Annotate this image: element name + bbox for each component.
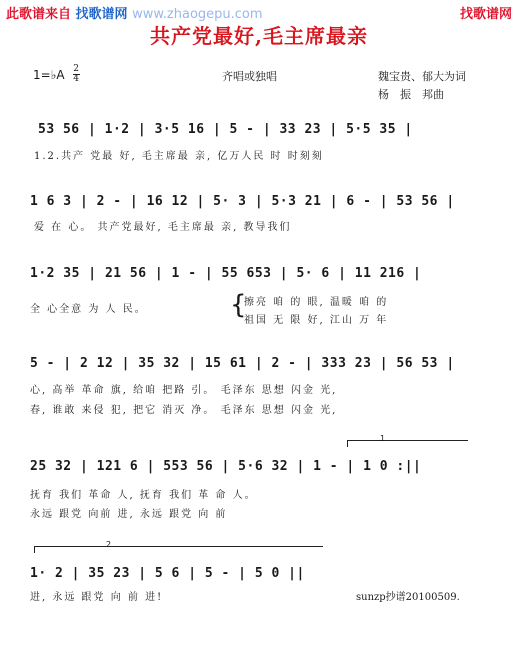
lyrics-line-5-verse-2: 永远 跟党 向前 进, 永远 跟党 向 前	[30, 509, 228, 520]
key-text: 1=♭A	[33, 68, 65, 82]
notation-line-3: 1·2 35 | 21 56 | 1 - | 55 653 | 5· 6 | 11 216 |	[30, 266, 422, 281]
notation-line-4: 5 - | 2 12 | 35 32 | 15 61 | 2 - | 333 23 | 56 53 |	[30, 356, 455, 371]
notation-line-2: 1 6 3 | 2 - | 16 12 | 5· 3 | 5·3 21 | 6 - | 53 56 |	[30, 194, 455, 209]
notation-line-6: 1· 2 | 35 23 | 5 6 | 5 - | 5 0 ||	[30, 566, 305, 581]
lyricist-credit: 魏宝贵、郁大为词	[378, 70, 466, 83]
lyrics-line-4-verse-2: 春, 谁敢 来侵 犯, 把它 消灭 净。 毛泽东 思想 闪金 光,	[30, 405, 338, 416]
lyrics-line-4-verse-1: 心, 高举 革命 旗, 给咱 把路 引。 毛泽东 思想 闪金 光,	[30, 385, 338, 396]
time-top: 2	[73, 64, 80, 74]
composer-credit: 杨 振 邦曲	[378, 88, 444, 101]
lyrics-line-3: 全 心全意 为 人 民。	[30, 304, 147, 315]
transcriber-credit: sunzp抄谱20100509.	[356, 592, 460, 603]
lyrics-line-3-verse-2: 祖国 无 限 好, 江山 万 年	[244, 315, 389, 326]
time-signature	[73, 65, 80, 84]
volta-bracket-1	[347, 440, 468, 447]
lyrics-line-6: 进, 永远 跟党 向 前 进!	[30, 592, 164, 603]
lyrics-line-5-verse-1: 抚育 我们 革命 人, 抚育 我们 革 命 人。	[30, 490, 257, 501]
watermark-text-blue: 找歌谱网	[75, 7, 128, 22]
watermark-text-red: 此歌谱来自	[6, 7, 72, 22]
lyrics-line-1: 1.2.共产 党最 好, 毛主席最 亲, 亿万人民 时 时刻刻	[34, 151, 324, 162]
song-title: 共产党最好,毛主席最亲	[150, 24, 368, 48]
key-signature	[33, 64, 80, 84]
notation-line-1: 53 56 | 1·2 | 3·5 16 | 5 - | 33 23 | 5·5 35 |	[38, 122, 413, 137]
notation-line-5: 25 32 | 121 6 | 553 56 | 5·6 32 | 1 - | 1 0 :||	[30, 459, 422, 474]
lyrics-line-3-verse-1: 擦亮 咱 的 眼, 温暖 咱 的	[244, 297, 389, 308]
performance-note: 齐唱或独唱	[222, 70, 277, 83]
volta-bracket-2	[34, 546, 323, 553]
verse-brace: {	[230, 290, 247, 320]
volta-number-1: 1	[380, 434, 386, 443]
lyrics-line-2: 爱 在 心。 共产党最好, 毛主席最 亲, 教导我们	[34, 222, 292, 233]
volta-number-2: 2	[106, 540, 112, 549]
watermark-url: www.zhaogepu.com	[132, 7, 263, 22]
time-bottom: 4	[73, 74, 80, 84]
watermark-site-name: 找歌谱网	[459, 7, 512, 22]
